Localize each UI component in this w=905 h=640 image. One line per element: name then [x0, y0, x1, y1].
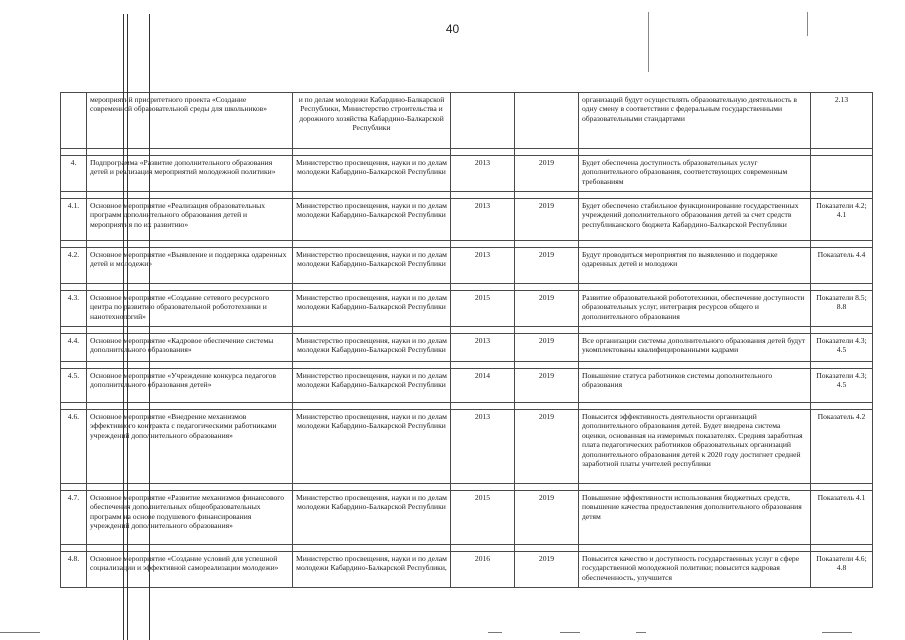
expected-result: Повысится качество и доступность государственных услуг в сфере государственной молодежной политики; повысится кадровая обеспеченность, улучшится — [579, 552, 811, 588]
gap-cell — [293, 403, 451, 410]
responsible-executor: Министерство просвещения, науки и по делам молодежи Кабардино-Балкарской Республики — [293, 291, 451, 327]
gap-cell — [451, 241, 515, 248]
gap-cell — [293, 327, 451, 334]
gap-cell — [61, 149, 87, 156]
scan-artifact — [807, 12, 808, 36]
gap-cell — [515, 545, 579, 552]
table-row — [61, 291, 873, 327]
gap-cell — [579, 192, 811, 199]
gap-cell — [61, 484, 87, 491]
row-gap — [61, 484, 873, 491]
gap-cell — [579, 327, 811, 334]
row-number: 4.6. — [61, 410, 87, 484]
gap-cell — [87, 403, 293, 410]
gap-cell — [579, 362, 811, 369]
measure-name: Основное мероприятие «Создание условий для успешной социализации и эффективной самореализации молодежи» — [87, 552, 293, 588]
responsible-executor: Министерство просвещения, науки и по делам молодежи Кабардино-Балкарской Республики — [293, 491, 451, 545]
table-row — [61, 93, 873, 149]
gap-cell — [515, 327, 579, 334]
gap-cell — [293, 484, 451, 491]
end-year — [515, 93, 579, 149]
start-year: 2013 — [451, 410, 515, 484]
expected-result: Будут проводиться мероприятия по выявлению и поддержке одаренных детей и молодежи — [579, 248, 811, 284]
gap-cell — [515, 149, 579, 156]
row-gap — [61, 241, 873, 248]
start-year: 2013 — [451, 156, 515, 192]
gap-cell — [579, 403, 811, 410]
scan-artifact — [488, 632, 502, 633]
binder-line — [123, 14, 124, 640]
gap-cell — [811, 545, 873, 552]
indicator-ref — [811, 156, 873, 192]
row-number — [61, 93, 87, 149]
start-year — [451, 93, 515, 149]
gap-cell — [811, 327, 873, 334]
end-year: 2019 — [515, 491, 579, 545]
start-year: 2015 — [451, 291, 515, 327]
row-number: 4.4. — [61, 334, 87, 362]
gap-cell — [451, 149, 515, 156]
gap-cell — [811, 362, 873, 369]
gap-cell — [293, 545, 451, 552]
indicator-ref: 2.13 — [811, 93, 873, 149]
gap-cell — [293, 362, 451, 369]
gap-cell — [293, 192, 451, 199]
gap-cell — [515, 241, 579, 248]
measure-name: Основное мероприятие «Создание сетевого ресурсного центра по развитию образовательной робототехники и нанотехнологий» — [87, 291, 293, 327]
end-year: 2019 — [515, 334, 579, 362]
measure-name: Подпрограмма «Развитие дополнительного образования детей и реализация мероприятий молодежной политики» — [87, 156, 293, 192]
table-row — [61, 369, 873, 403]
measure-name: Основное мероприятие «Учреждение конкурса педагогов дополнительного образования детей» — [87, 369, 293, 403]
gap-cell — [451, 327, 515, 334]
indicator-ref: Показатели 4.3; 4.5 — [811, 334, 873, 362]
gap-cell — [811, 149, 873, 156]
row-number: 4.7. — [61, 491, 87, 545]
scan-artifact — [0, 632, 40, 633]
gap-cell — [451, 484, 515, 491]
measure-name: мероприятий приоритетного проекта «Создание современной образовательной среды для школьников» — [87, 93, 293, 149]
gap-cell — [61, 192, 87, 199]
gap-cell — [293, 149, 451, 156]
gap-cell — [811, 484, 873, 491]
end-year: 2019 — [515, 552, 579, 588]
gap-cell — [61, 403, 87, 410]
gap-cell — [87, 484, 293, 491]
measure-name: Основное мероприятие «Выявление и поддержка одаренных детей и молодежи» — [87, 248, 293, 284]
indicator-ref: Показатель 4.2 — [811, 410, 873, 484]
row-number: 4.3. — [61, 291, 87, 327]
indicator-ref: Показатели 4.2; 4.1 — [811, 199, 873, 241]
gap-cell — [579, 484, 811, 491]
row-gap — [61, 149, 873, 156]
start-year: 2014 — [451, 369, 515, 403]
row-number: 4.1. — [61, 199, 87, 241]
start-year: 2013 — [451, 248, 515, 284]
measure-name: Основное мероприятие «Кадровое обеспечение системы дополнительного образования» — [87, 334, 293, 362]
gap-cell — [87, 192, 293, 199]
expected-result: Повышение статуса работников системы дополнительного образования — [579, 369, 811, 403]
indicator-ref: Показатели 4.3; 4.5 — [811, 369, 873, 403]
expected-result: Повышение эффективности использования бюджетных средств, повышение качества предоставления дополнительного образования детям — [579, 491, 811, 545]
program-table — [60, 92, 873, 588]
gap-cell — [515, 403, 579, 410]
start-year: 2013 — [451, 199, 515, 241]
gap-cell — [811, 403, 873, 410]
gap-cell — [579, 284, 811, 291]
end-year: 2019 — [515, 291, 579, 327]
gap-cell — [451, 545, 515, 552]
table-row — [61, 199, 873, 241]
scan-artifact — [648, 12, 649, 72]
gap-cell — [451, 362, 515, 369]
expected-result: Будет обеспечено стабильное функционирование государственных учреждений дополнительного образования детей за счет средств республиканского бюджета Кабардино-Балкарской Республики — [579, 199, 811, 241]
measure-name: Основное мероприятие «Внедрение механизмов эффективного контракта с педагогическими работниками учреждений дополнительного образования» — [87, 410, 293, 484]
gap-cell — [515, 284, 579, 291]
table-row — [61, 248, 873, 284]
gap-cell — [451, 403, 515, 410]
expected-result: организаций будут осуществлять образовательную деятельность в одну смену в соответствии с федеральным государственными образовательными стандартами — [579, 93, 811, 149]
gap-cell — [811, 241, 873, 248]
row-number: 4. — [61, 156, 87, 192]
expected-result: Повысится эффективность деятельности организаций дополнительного образования детей. Будет внедрена система оценки, основанная на измеримых показателях. Средняя заработная плата педагогических работников образовательных организаций дополнительного образования детей к 2020 году достигнет средней заработной платы учителей республики — [579, 410, 811, 484]
gap-cell — [451, 284, 515, 291]
responsible-executor: Министерство просвещения, науки и по делам молодежи Кабардино-Балкарской Республики — [293, 156, 451, 192]
row-gap — [61, 284, 873, 291]
gap-cell — [293, 284, 451, 291]
gap-cell — [515, 362, 579, 369]
responsible-executor: Министерство просвещения, науки и по делам молодежи Кабардино-Балкарской Республики — [293, 248, 451, 284]
gap-cell — [811, 284, 873, 291]
gap-cell — [87, 362, 293, 369]
start-year: 2015 — [451, 491, 515, 545]
indicator-ref: Показатель 4.4 — [811, 248, 873, 284]
page-number: 40 — [445, 22, 460, 36]
gap-cell — [87, 284, 293, 291]
indicator-ref: Показатели 8.5; 8.8 — [811, 291, 873, 327]
binder-line — [149, 14, 150, 640]
gap-cell — [515, 484, 579, 491]
binder-line — [127, 14, 128, 640]
responsible-executor: Министерство просвещения, науки и по делам молодежи Кабардино-Балкарской Республики — [293, 410, 451, 484]
row-gap — [61, 403, 873, 410]
end-year: 2019 — [515, 199, 579, 241]
table-row — [61, 156, 873, 192]
gap-cell — [87, 327, 293, 334]
gap-cell — [579, 149, 811, 156]
row-gap — [61, 192, 873, 199]
end-year: 2019 — [515, 410, 579, 484]
scan-artifact — [636, 632, 646, 633]
responsible-executor: Министерство просвещения, науки и по делам молодежи Кабардино-Балкарской Республики — [293, 334, 451, 362]
responsible-executor: и по делам молодежи Кабардино-Балкарской Республики, Министерство строительства и дорожного хозяйства Кабардино-Балкарской Республики — [293, 93, 451, 149]
row-number: 4.2. — [61, 248, 87, 284]
gap-cell — [61, 241, 87, 248]
scan-artifact — [560, 632, 580, 633]
expected-result: Все организации системы дополнительного образования детей будут укомплектованы квалифицированными кадрами — [579, 334, 811, 362]
start-year: 2013 — [451, 334, 515, 362]
gap-cell — [515, 192, 579, 199]
gap-cell — [87, 545, 293, 552]
gap-cell — [87, 149, 293, 156]
end-year: 2019 — [515, 369, 579, 403]
indicator-ref: Показатели 4.6; 4.8 — [811, 552, 873, 588]
gap-cell — [61, 284, 87, 291]
end-year: 2019 — [515, 156, 579, 192]
end-year: 2019 — [515, 248, 579, 284]
table-row — [61, 491, 873, 545]
row-gap — [61, 545, 873, 552]
gap-cell — [293, 241, 451, 248]
responsible-executor: Министерство просвещения, науки и по делам молодежи Кабардино-Балкарской Республики, — [293, 552, 451, 588]
row-number: 4.8. — [61, 552, 87, 588]
responsible-executor: Министерство просвещения, науки и по делам молодежи Кабардино-Балкарской Республики — [293, 199, 451, 241]
table-row — [61, 410, 873, 484]
measure-name: Основное мероприятие «Реализация образовательных программ дополнительного образования детей и мероприятия по их развитию» — [87, 199, 293, 241]
measure-name: Основное мероприятие «Развитие механизмов финансового обеспечения дополнительных общеобразовательных программ на основе подушевого финансирования учреждений дополнительного образования» — [87, 491, 293, 545]
row-gap — [61, 327, 873, 334]
gap-cell — [579, 545, 811, 552]
indicator-ref: Показатель 4.1 — [811, 491, 873, 545]
gap-cell — [87, 241, 293, 248]
gap-cell — [61, 545, 87, 552]
gap-cell — [811, 192, 873, 199]
gap-cell — [61, 327, 87, 334]
table-row — [61, 552, 873, 588]
expected-result: Развитие образовательной робототехники, обеспечение доступности образовательных услуг, интеграция ресурсов общего и дополнительного образования — [579, 291, 811, 327]
row-gap — [61, 362, 873, 369]
row-number: 4.5. — [61, 369, 87, 403]
start-year: 2016 — [451, 552, 515, 588]
table-row — [61, 334, 873, 362]
expected-result: Будет обеспечена доступность образовательных услуг дополнительного образования, соответствующих современным требованиям — [579, 156, 811, 192]
responsible-executor: Министерство просвещения, науки и по делам молодежи Кабардино-Балкарской Республики — [293, 369, 451, 403]
scan-artifact — [822, 632, 852, 633]
gap-cell — [61, 362, 87, 369]
gap-cell — [579, 241, 811, 248]
gap-cell — [451, 192, 515, 199]
